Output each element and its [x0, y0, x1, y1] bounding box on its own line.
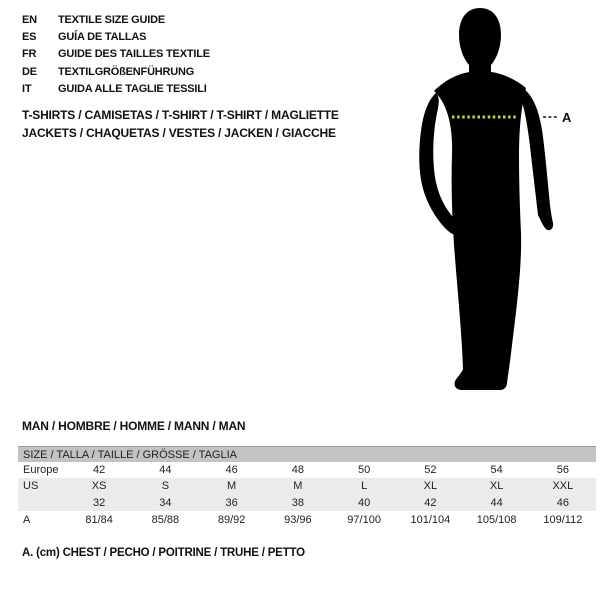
row-label: Europe [18, 462, 66, 478]
row-label [18, 494, 66, 511]
table-cell: 109/112 [530, 511, 596, 529]
table-cell: XS [66, 478, 132, 494]
row-label: A [18, 511, 66, 529]
category-line-jackets: JACKETS / CHAQUETAS / VESTES / JACKEN / GIACCHE [22, 126, 336, 140]
table-cell: 89/92 [199, 511, 265, 529]
man-silhouette-right-arm [521, 89, 553, 230]
table-cell: 42 [397, 494, 463, 511]
table-cell: 46 [199, 462, 265, 478]
language-label: GUIDA ALLE TAGLIE TESSILI [58, 82, 207, 95]
table-cell: 34 [132, 494, 198, 511]
table-cell: 50 [331, 462, 397, 478]
measure-label-a: A [562, 110, 572, 125]
table-cell: L [331, 478, 397, 494]
language-row [22, 46, 210, 63]
size-table-header-row [18, 447, 596, 463]
category-list [22, 106, 339, 142]
man-silhouette-head [459, 8, 501, 75]
category-line-tshirts: T-SHIRTS / CAMISETAS / T-SHIRT / T-SHIRT / MAGLIETTE [22, 108, 339, 122]
table-cell: 101/104 [397, 511, 463, 529]
table-cell: 85/88 [132, 511, 198, 529]
language-label: TEXTILE SIZE GUIDE [58, 14, 166, 26]
language-label: GUIDE DES TAILLES TEXTILE [58, 48, 210, 61]
language-code: FR [22, 48, 37, 61]
language-list [22, 12, 210, 98]
table-cell: 44 [464, 494, 530, 511]
table-cell: 93/96 [265, 511, 331, 529]
table-cell: 48 [265, 462, 331, 478]
table-cell: XXL [530, 478, 596, 494]
table-cell: 40 [331, 494, 397, 511]
table-cell: XL [464, 478, 530, 494]
table-cell: 44 [132, 462, 198, 478]
man-silhouette-figure [400, 5, 575, 390]
language-label: GUÍA DE TALLAS [58, 31, 147, 44]
section-title-man: MAN / HOMBRE / HOMME / MANN / MAN [22, 419, 246, 433]
language-row [22, 12, 210, 29]
language-code: EN [22, 14, 37, 26]
table-cell: M [265, 478, 331, 494]
table-cell: 38 [265, 494, 331, 511]
language-label: TEXTILGRÖßENFÜHRUNG [58, 65, 195, 78]
table-row-chest-a [18, 511, 596, 529]
size-table [18, 446, 596, 529]
table-cell: 32 [66, 494, 132, 511]
table-cell: 42 [66, 462, 132, 478]
measurement-footnote: A. (cm) CHEST / PECHO / POITRINE / TRUHE / PETTO [22, 547, 305, 559]
table-cell: 52 [397, 462, 463, 478]
table-row-us-numeric [18, 494, 596, 511]
table-cell: 97/100 [331, 511, 397, 529]
table-row-europe [18, 462, 596, 478]
language-code: DE [22, 65, 37, 78]
language-row [22, 29, 210, 46]
table-cell: 56 [530, 462, 596, 478]
language-code: ES [22, 31, 37, 44]
table-cell: 46 [530, 494, 596, 511]
language-row [22, 81, 210, 98]
table-row-us [18, 478, 596, 494]
table-cell: XL [397, 478, 463, 494]
table-cell: 36 [199, 494, 265, 511]
table-cell: 54 [464, 462, 530, 478]
table-cell: 81/84 [66, 511, 132, 529]
size-table-header: SIZE / TALLA / TAILLE / GRÖSSE / TAGLIA [18, 447, 596, 463]
table-cell: S [132, 478, 198, 494]
table-cell: 105/108 [464, 511, 530, 529]
language-row [22, 64, 210, 81]
table-cell: M [199, 478, 265, 494]
language-code: IT [22, 82, 32, 95]
row-label: US [18, 478, 66, 494]
